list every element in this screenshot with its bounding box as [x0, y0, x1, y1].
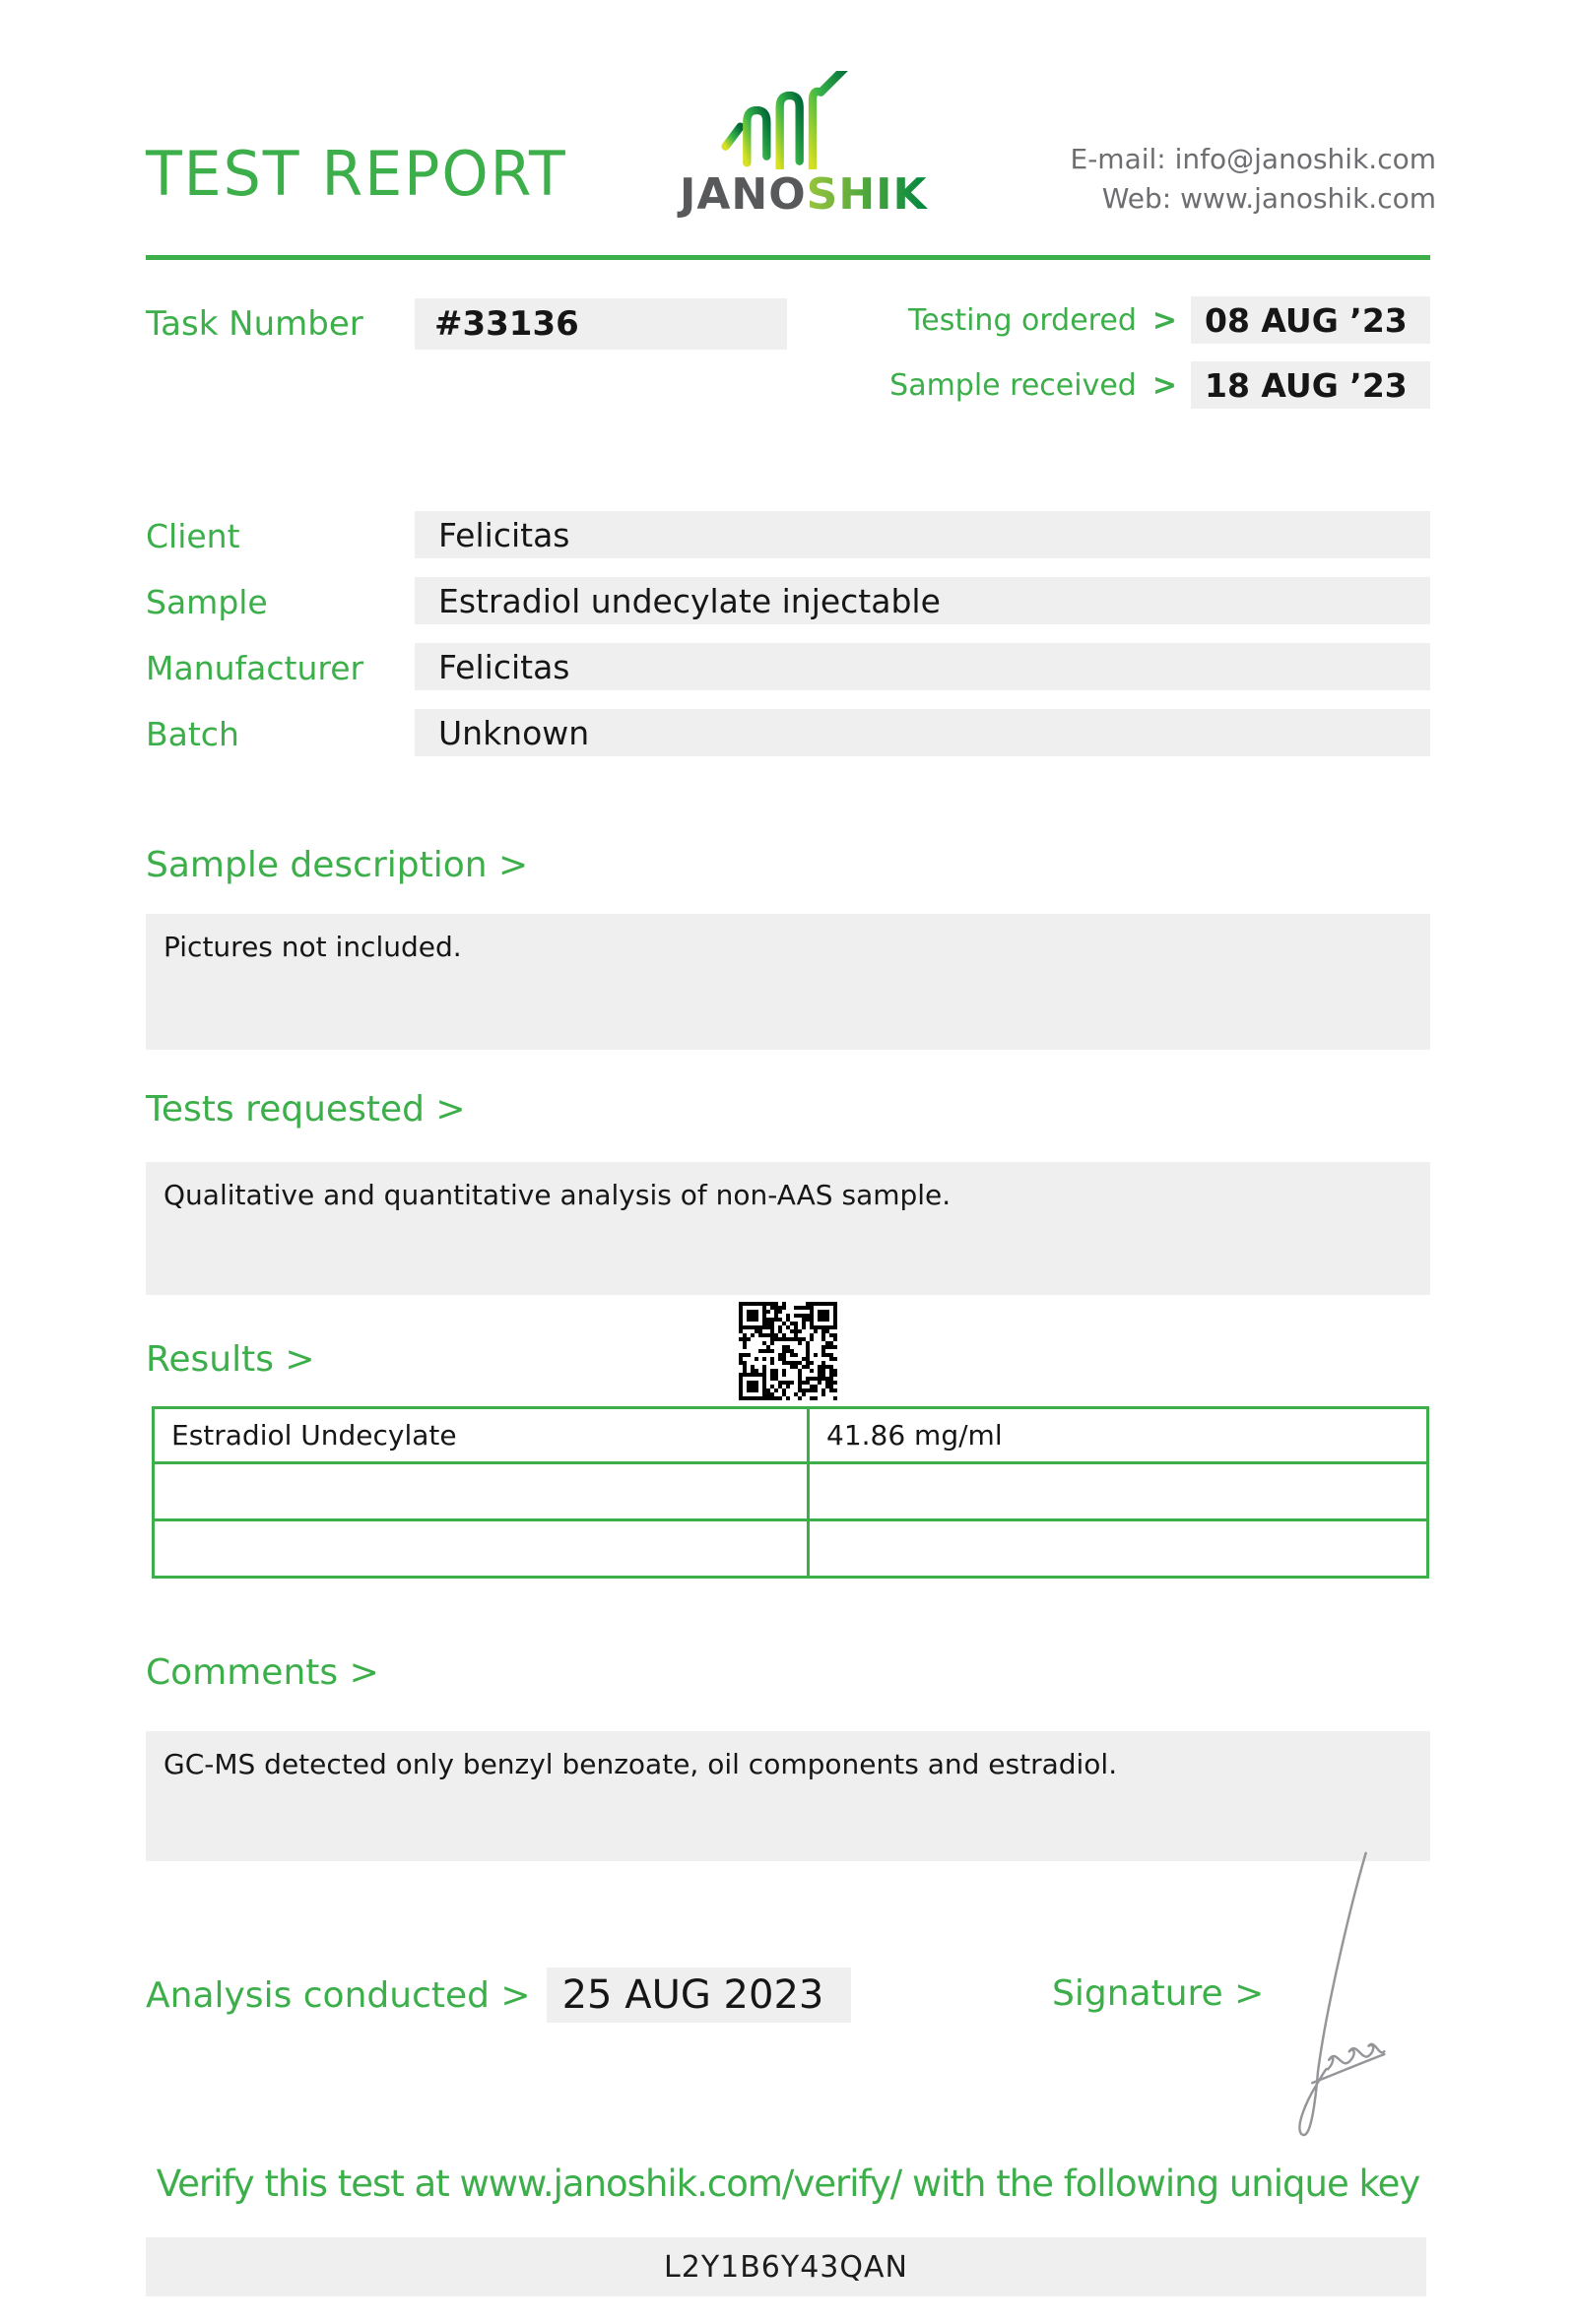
manufacturer-row	[146, 643, 1430, 690]
client-value-box	[415, 511, 1430, 558]
sample-row	[146, 577, 1430, 624]
batch-label: Batch	[146, 715, 239, 753]
analyte-cell	[154, 1463, 809, 1520]
unique-key-value: L2Y1B6Y43QAN	[664, 2249, 908, 2285]
result-cell: 41.86 mg/ml	[809, 1408, 1428, 1463]
client-row	[146, 511, 1430, 558]
result-cell	[809, 1520, 1428, 1578]
email-line: E-mail: info@janoshik.com	[1070, 143, 1436, 175]
task-number-row	[146, 298, 796, 350]
analyte-cell	[154, 1520, 809, 1578]
analyte-cell: Estradiol Undecylate	[154, 1408, 809, 1463]
analysis-conducted-label: Analysis conducted >	[146, 1974, 531, 2016]
results-table-row	[154, 1463, 1428, 1520]
page-title: TEST REPORT	[146, 138, 567, 210]
tests-requested-box	[146, 1162, 1430, 1295]
sample-label: Sample	[146, 583, 268, 621]
logo-text-shik: SHIK	[806, 169, 928, 220]
signature-label: Signature >	[1052, 1973, 1265, 2014]
comments-heading: Comments >	[146, 1652, 379, 1693]
tests-requested-text: Qualitative and quantitative analysis of non-AAS sample.	[164, 1179, 952, 1211]
sample-received-value: 18 AUG ’23	[1205, 365, 1408, 405]
sample-description-box	[146, 914, 1430, 1050]
chevron-right-glyph: >	[1151, 302, 1177, 338]
task-number-value: #33136	[434, 304, 579, 344]
sample-description-heading: Sample description >	[146, 845, 529, 885]
unique-key-box	[146, 2237, 1426, 2296]
sample-description-text: Pictures not included.	[164, 931, 462, 963]
client-value: Felicitas	[438, 515, 570, 554]
manufacturer-value: Felicitas	[438, 647, 570, 686]
sample-value-box	[415, 577, 1430, 624]
results-table	[152, 1406, 1429, 1579]
batch-row	[146, 709, 1430, 756]
testing-ordered-label: Testing ordered	[908, 302, 1137, 338]
manufacturer-label: Manufacturer	[146, 649, 364, 687]
web-line: Web: www.janoshik.com	[1101, 182, 1436, 215]
analysis-date-value: 25 AUG 2023	[561, 1972, 824, 2018]
tests-requested-heading: Tests requested >	[146, 1089, 466, 1130]
comments-box	[146, 1731, 1430, 1861]
testing-ordered-value: 08 AUG ’23	[1205, 300, 1408, 340]
verify-text: Verify this test at www.janoshik.com/verify/ with the following unique key	[156, 2163, 1420, 2205]
testing-ordered-row	[867, 295, 1430, 345]
sample-received-row	[867, 360, 1430, 410]
sample-received-box	[1191, 361, 1430, 409]
result-cell	[809, 1463, 1428, 1520]
logo-text-jano: JANO	[680, 169, 807, 220]
signature-image	[1273, 1849, 1389, 2145]
logo-text	[680, 169, 928, 220]
testing-ordered-box	[1191, 296, 1430, 344]
sample-value: Estradiol undecylate injectable	[438, 581, 941, 620]
chevron-right-glyph: >	[1151, 367, 1177, 403]
task-number-label: Task Number	[146, 304, 363, 344]
results-table-row	[154, 1408, 1428, 1463]
analysis-date-box	[547, 1968, 852, 2023]
comments-text: GC-MS detected only benzyl benzoate, oil components and estradiol.	[164, 1748, 1118, 1780]
brand-logo	[680, 71, 928, 220]
batch-value-box	[415, 709, 1430, 756]
qr-code-svg	[739, 1302, 837, 1400]
manufacturer-value-box	[415, 643, 1430, 690]
qr-code	[739, 1302, 837, 1400]
growth-chart-icon	[709, 71, 867, 169]
results-table-row	[154, 1520, 1428, 1578]
results-heading: Results >	[146, 1339, 315, 1380]
contact-block	[1071, 140, 1436, 219]
sample-received-label: Sample received	[889, 367, 1137, 403]
analysis-conducted-row	[146, 1968, 851, 2023]
task-number-box	[415, 298, 787, 350]
client-label: Client	[146, 517, 240, 555]
header-rule	[146, 255, 1430, 260]
batch-value: Unknown	[438, 713, 590, 752]
